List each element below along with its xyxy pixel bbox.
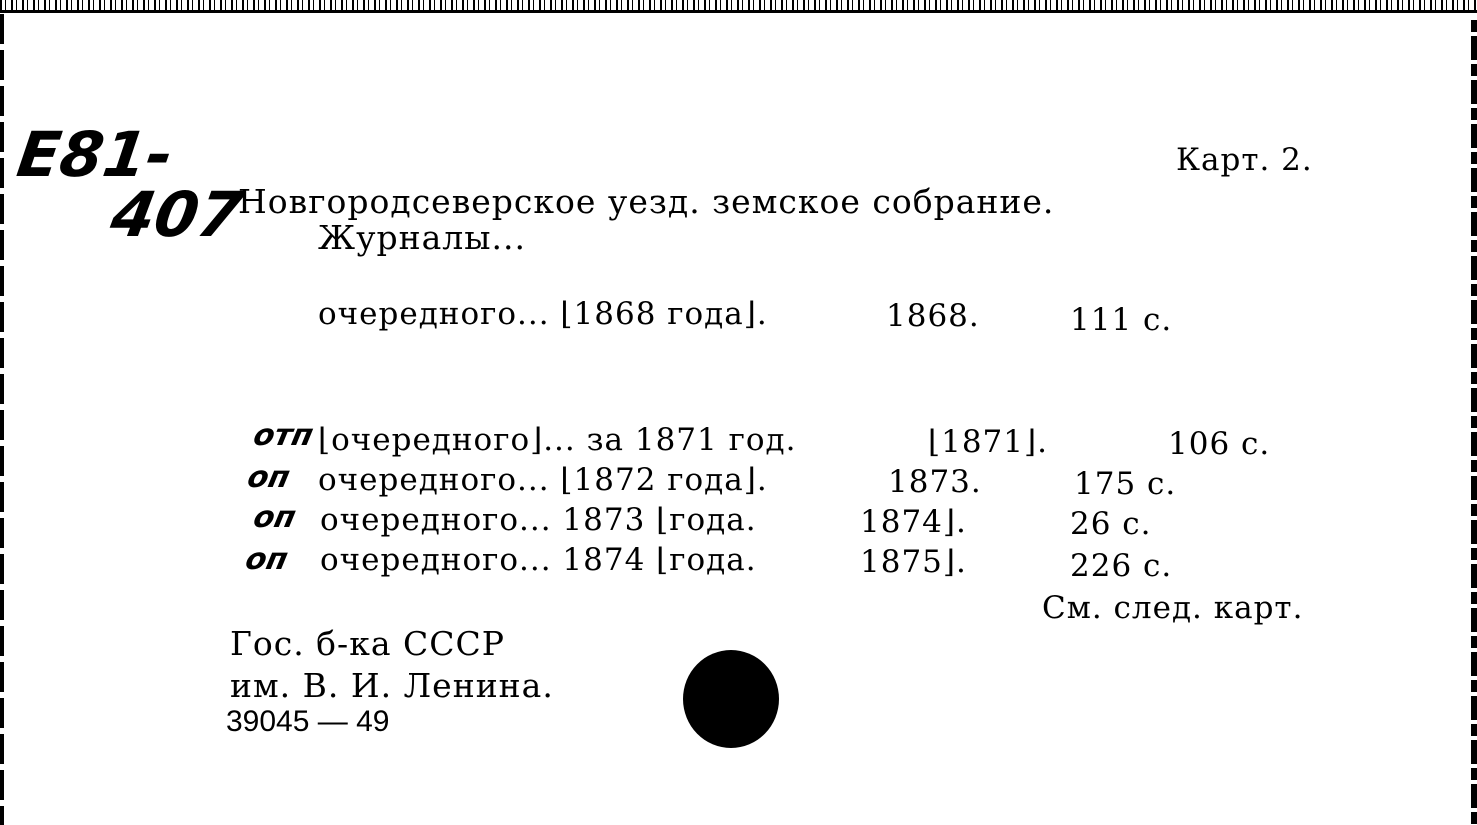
handwritten-mark: оп xyxy=(242,542,292,577)
entry-session: очередного... 1873 ⌊года. xyxy=(320,502,757,538)
entry-pages: 106 с. xyxy=(1168,426,1271,462)
card-number: Карт. 2. xyxy=(1176,142,1313,178)
call-number-line2: 407 xyxy=(105,178,248,251)
handwritten-mark: оп xyxy=(244,460,294,495)
heading-subtitle: Журналы... xyxy=(318,218,526,257)
handwritten-mark: отп xyxy=(250,418,317,453)
card-top-border xyxy=(0,10,1477,13)
see-next-card: См. след. карт. xyxy=(1042,590,1304,626)
entry-pages: 111 с. xyxy=(1070,302,1173,338)
entry-pages: 175 с. xyxy=(1074,466,1177,502)
handwritten-mark: оп xyxy=(250,500,300,535)
card-left-edge xyxy=(0,14,4,825)
entry-pages: 26 с. xyxy=(1070,506,1152,542)
entry-date: 1868. xyxy=(886,298,980,334)
call-number-line1: E81- xyxy=(12,118,178,191)
card-right-edge xyxy=(1471,20,1477,825)
entry-session: очередного... ⌊1868 года⌋. xyxy=(318,296,768,332)
entry-date: 1873. xyxy=(888,464,982,500)
entry-session: очередного... 1874 ⌊года. xyxy=(320,542,757,578)
imprint-line3: 39045 — 49 xyxy=(226,705,390,738)
entry-date: ⌊1871⌋. xyxy=(928,424,1048,460)
imprint-line2: им. В. И. Ленина. xyxy=(230,666,554,705)
punch-hole xyxy=(683,650,779,748)
heading-title: Новгородсеверское уезд. земское собрание. xyxy=(238,182,1055,221)
entry-date: 1874⌋. xyxy=(860,504,967,540)
entry-pages: 226 с. xyxy=(1070,548,1173,584)
imprint-line1: Гос. б-ка СССР xyxy=(230,624,505,663)
entry-date: 1875⌋. xyxy=(860,544,967,580)
entry-session: очередного... ⌊1872 года⌋. xyxy=(318,462,768,498)
entry-session: ⌊очередного⌋... за 1871 год. xyxy=(318,422,797,458)
